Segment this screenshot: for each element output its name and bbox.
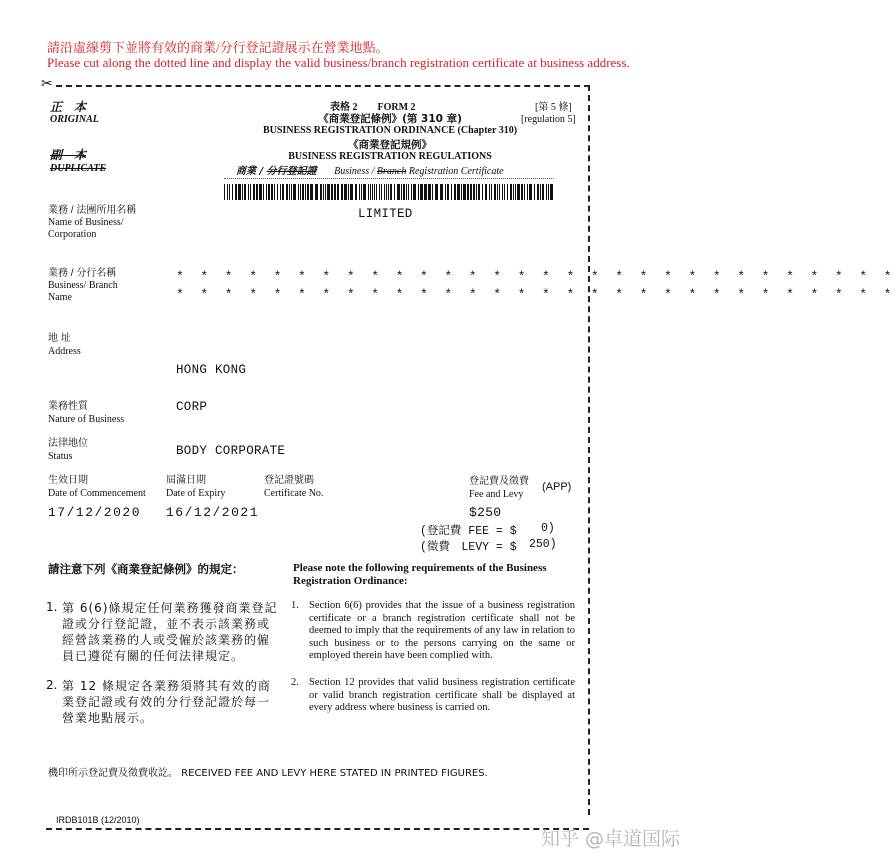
regulations-en: BUSINESS REGISTRATION REGULATIONS — [288, 151, 492, 162]
fee-label-en: Fee and Levy — [469, 489, 524, 500]
levy-line: (徵費 LEVY = $ — [420, 541, 517, 554]
branch-name-value-line1: * * * * * * * * * * * * * * * * * * * * * * * * * * * * * * — [176, 269, 896, 284]
cut-line-top — [56, 85, 590, 87]
registration-fee-value: 0) — [541, 522, 555, 535]
branch-label-zh: 業務 / 分行名稱 — [48, 268, 117, 279]
item2-text-en: Section 12 provides that valid business registration certificate or valid branch registration certificate shall be displayed at every address where business is carried on. — [309, 677, 575, 713]
section-number: [第 5 條] — [535, 102, 572, 113]
item1-number-zh: 1. — [46, 600, 58, 614]
cut-line-bottom — [46, 828, 589, 830]
certificate-type — [236, 162, 504, 177]
requirements-heading-en: Please note the following requirements of the Business Registration Ordinance: — [293, 562, 547, 587]
branch-label-en: Business/ Branch Name — [48, 280, 118, 303]
nature-label-en: Nature of Business — [48, 414, 125, 425]
form-code: IRDB101B (12/2010) — [56, 815, 140, 825]
duplicate-mark-en: DUPLICATE — [50, 163, 107, 174]
address-label-zh: 地 址 — [48, 333, 71, 344]
certificate-no-label-zh: 登記證號碼 — [264, 475, 314, 486]
business-name-value: LIMITED — [358, 207, 413, 221]
cut-line-right — [588, 85, 590, 815]
status-value: BODY CORPORATE — [176, 444, 286, 458]
scissors-icon: ✂ — [41, 76, 53, 92]
status-label-en: Status — [48, 451, 73, 462]
address-label-en: Address — [48, 346, 81, 357]
registration-fee-line: (登記費 FEE = $ — [420, 525, 517, 538]
nature-value: CORP — [176, 400, 208, 414]
expiry-label-zh: 屆滿日期 — [166, 475, 206, 486]
nature-label-zh: 業務性質 — [48, 401, 88, 412]
item2-number-zh: 2. — [46, 678, 58, 692]
branch-name-value-line2: * * * * * * * * * * * * * * * * * * * * * * * * * * * * * * — [176, 287, 896, 302]
status-label-zh: 法律地位 — [48, 438, 88, 449]
barcode-graphic — [224, 184, 554, 198]
original-mark-zh: 正 本 — [50, 100, 87, 114]
commencement-date-value: 17/12/2020 — [48, 505, 142, 520]
cut-notice-zh: 請沿虛線剪下並將有效的商業/分行登記證展示在營業地點。 — [47, 40, 389, 55]
certificate-no-label-en: Certificate No. — [264, 488, 324, 499]
receipt-statement: 機印所示登記費及徵費收訖。 RECEIVED FEE AND LEVY HERE STATED IN PRINTED FIGURES. — [48, 768, 488, 779]
item2-number-en: 2. — [291, 677, 299, 688]
ordinance-en: BUSINESS REGISTRATION ORDINANCE (Chapter 310) — [262, 125, 518, 136]
watermark: 知乎 @卓道国际 — [541, 828, 681, 850]
address-value: HONG KONG — [176, 363, 247, 377]
expiry-date-value: 16/12/2021 — [166, 505, 260, 520]
item1-number-en: 1. — [291, 600, 299, 611]
barcode-frame-top — [224, 178, 554, 179]
item1-text-zh: 第 6(6)條規定任何業務獲發商業登記證或分行登記證，並不表示該業務或經營該業務的人或受僱於該業務的僱員已遵從有關的任何法律規定。 — [62, 601, 278, 663]
form-number: 表格 2 FORM 2 — [330, 102, 416, 113]
cert-type-business-zh: 商業 — [236, 166, 256, 177]
cert-type-separator: / — [256, 166, 267, 177]
fee-total: $250 — [469, 505, 502, 520]
expiry-label-en: Date of Expiry — [166, 488, 226, 499]
name-label-zh: 業務 / 法團所用名稱 — [48, 205, 137, 216]
fee-label-zh: 登記費及徵費 — [469, 476, 529, 487]
cert-type-branch-zh: 分行登記證 — [266, 166, 317, 177]
regulations-zh: 《商業登記規例》 — [348, 139, 432, 151]
regulation-number: [regulation 5] — [521, 114, 576, 125]
commencement-label-zh: 生效日期 — [48, 475, 88, 486]
original-mark-en: ORIGINAL — [50, 114, 99, 125]
item1-text-en: Section 6(6) provides that the issue of a business registration certificate or a branch registration certificate shall not be deemed to imply that the requirements of any law in relation to such business or to the persons carrying on the same or employed therein have been complied with. — [309, 600, 575, 661]
app-tag: (APP) — [542, 481, 572, 493]
commencement-label-en: Date of Commencement — [48, 488, 146, 499]
name-label-en: Name of Business/ Corporation — [48, 217, 124, 240]
requirements-heading-zh: 請注意下列《商業登記條例》的規定： — [48, 562, 244, 576]
levy-value: 250) — [529, 538, 557, 551]
cut-notice-en: Please cut along the dotted line and display the valid business/branch registration certificate at business address. — [47, 55, 630, 70]
ordinance-zh: 《商業登記條例》(第 310 章) — [318, 113, 462, 125]
item2-text-zh: 第 12 條規定各業務須將其有效的商業登記證或有效的分行登記證於每一營業地點展示。 — [62, 679, 271, 725]
cert-type-en: Business / Branch Registration Certificate — [334, 166, 504, 177]
duplicate-mark-zh: 副 本 — [50, 148, 87, 162]
